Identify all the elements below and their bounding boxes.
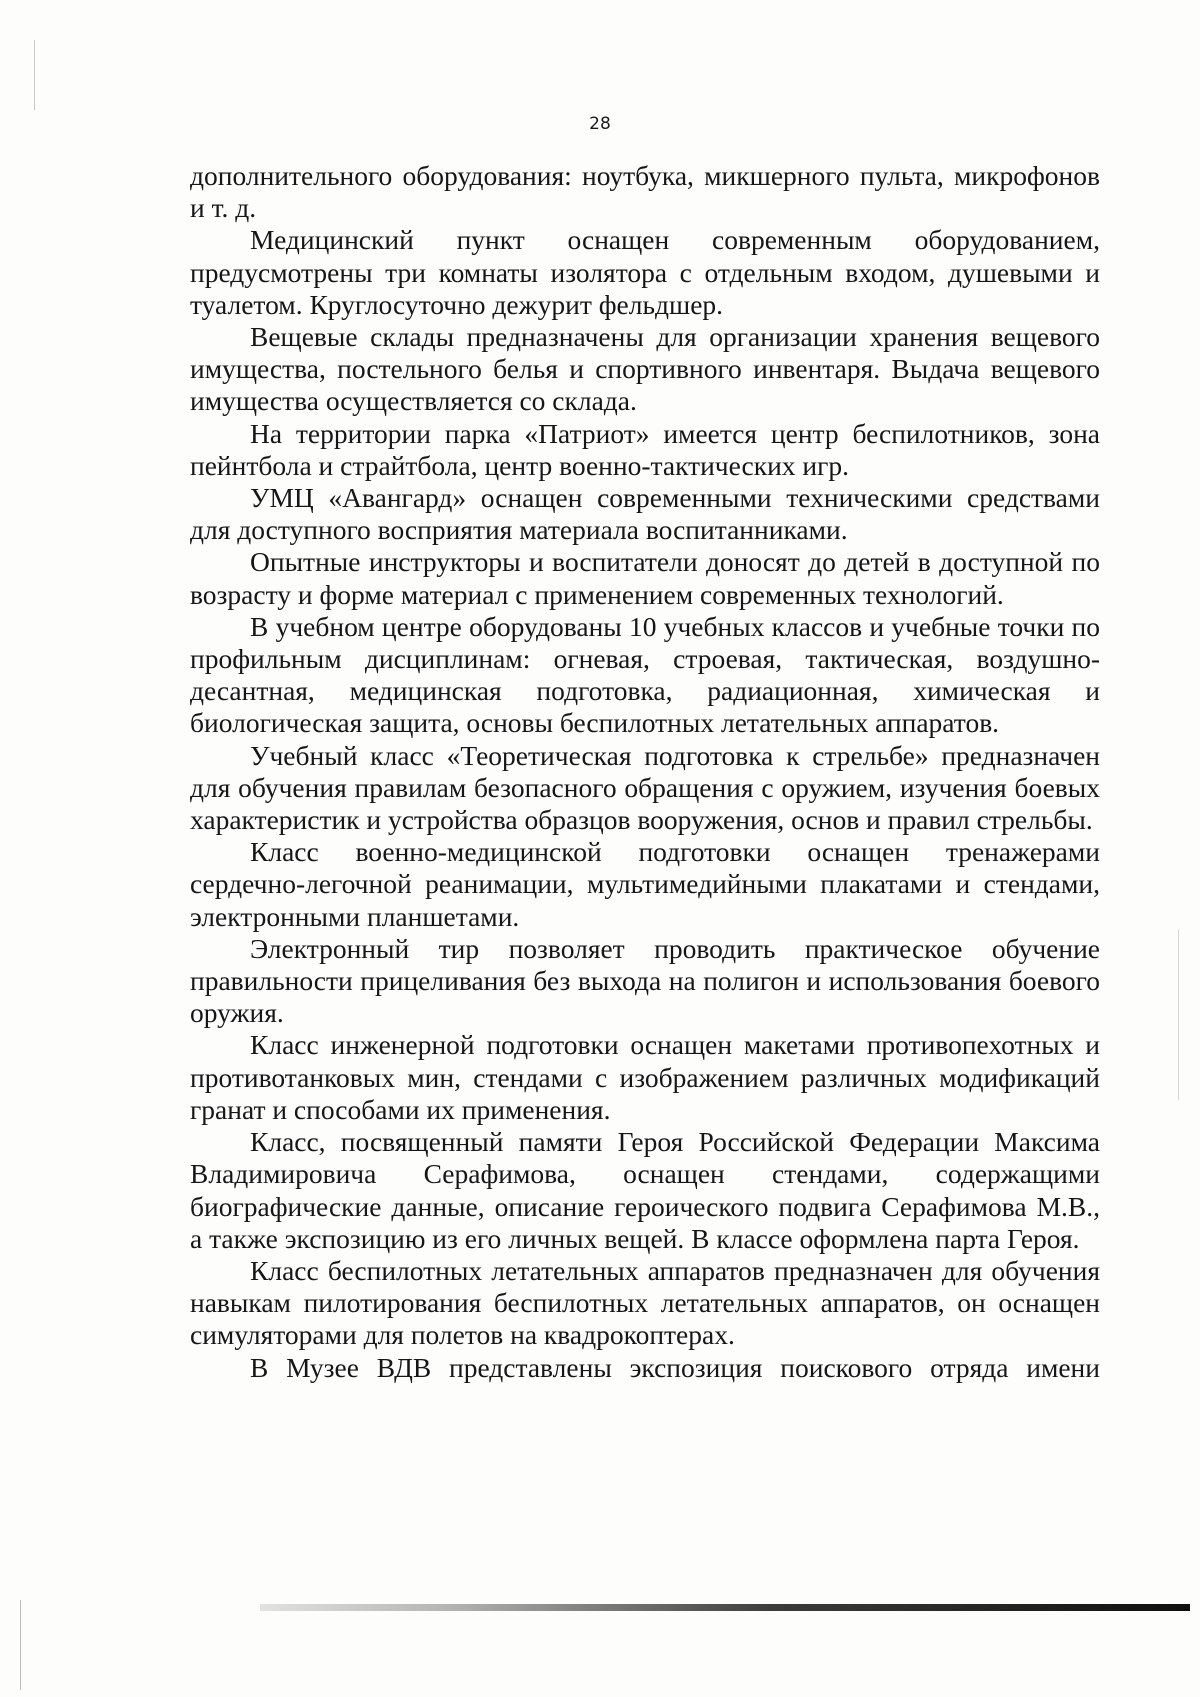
- paragraph: Вещевые склады предназначены для организации хранения вещевого имущества, постельного белья и спортивного инвентаря. Выдача вещевого имущества осуществляется со склада.: [190, 321, 1100, 417]
- paragraph: Класс, посвященный памяти Героя Российской Федерации Максима Владимировича Серафимова, оснащен стендами, содержащими биографические данные, описание героического подвига Серафимова М.В., а также экспозицию из его личных вещей. В классе оформлена парта Героя.: [190, 1126, 1100, 1254]
- page-bottom-rule: [260, 1604, 1190, 1611]
- paragraph: Класс военно-медицинской подготовки оснащен тренажерами сердечно-легочной реанимации, мультимедийными плакатами и стендами, электронными планшетами.: [190, 836, 1100, 932]
- paragraph: В Музее ВДВ представлены экспозиция поискового отряда имени: [250, 1351, 1100, 1383]
- body-text: [190, 160, 1100, 1384]
- scan-artifact-line: [1178, 930, 1179, 1100]
- paragraph: Учебный класс «Теоретическая подготовка к стрельбе» предназначен для обучения правилам безопасного обращения с оружием, изучения боевых характеристик и устройства образцов вооружения, основ и правил стрельбы.: [190, 739, 1100, 836]
- paragraph: УМЦ «Авангард» оснащен современными техническими средствами для доступного восприятия материала воспитанниками.: [190, 482, 1100, 546]
- scan-artifact-line: [34, 40, 35, 110]
- paragraph: Опытные инструкторы и воспитатели доносят до детей в доступной по возрасту и форме материал с применением современных технологий.: [190, 546, 1100, 610]
- paragraph: Медицинский пункт оснащен современным оборудованием, предусмотрены три комнаты изолятора с отдельным входом, душевыми и туалетом. Круглосуточно дежурит фельдшер.: [190, 224, 1100, 320]
- paragraph: дополнительного оборудования: ноутбука, микшерного пульта, микрофонов и т. д.: [190, 160, 1100, 224]
- paragraph: Класс инженерной подготовки оснащен макетами противопехотных и противотанковых мин, стендами с изображением различных модификаций гранат и способами их применения.: [190, 1029, 1100, 1125]
- paragraph: Класс беспилотных летательных аппаратов предназначен для обучения навыкам пилотирования беспилотных летательных аппаратов, он оснащен симуляторами для полетов на квадрокоптерах.: [190, 1254, 1100, 1351]
- scan-artifact-line: [20, 1600, 21, 1690]
- paragraph: На территории парка «Патриот» имеется центр беспилотников, зона пейнтбола и страйтбола, центр военно-тактических игр.: [190, 417, 1100, 481]
- page-number: 28: [589, 114, 611, 134]
- paragraph: В учебном центре оборудованы 10 учебных классов и учебные точки по профильным дисциплинам: огневая, строевая, тактическая, воздушно-десантная, медицинская подготовка, радиационная, химическая и биологическая защита, основы беспилотных летательных аппаратов.: [190, 610, 1100, 739]
- paragraph: Электронный тир позволяет проводить практическое обучение правильности прицеливания без выхода на полигон и использования боевого оружия.: [190, 932, 1100, 1029]
